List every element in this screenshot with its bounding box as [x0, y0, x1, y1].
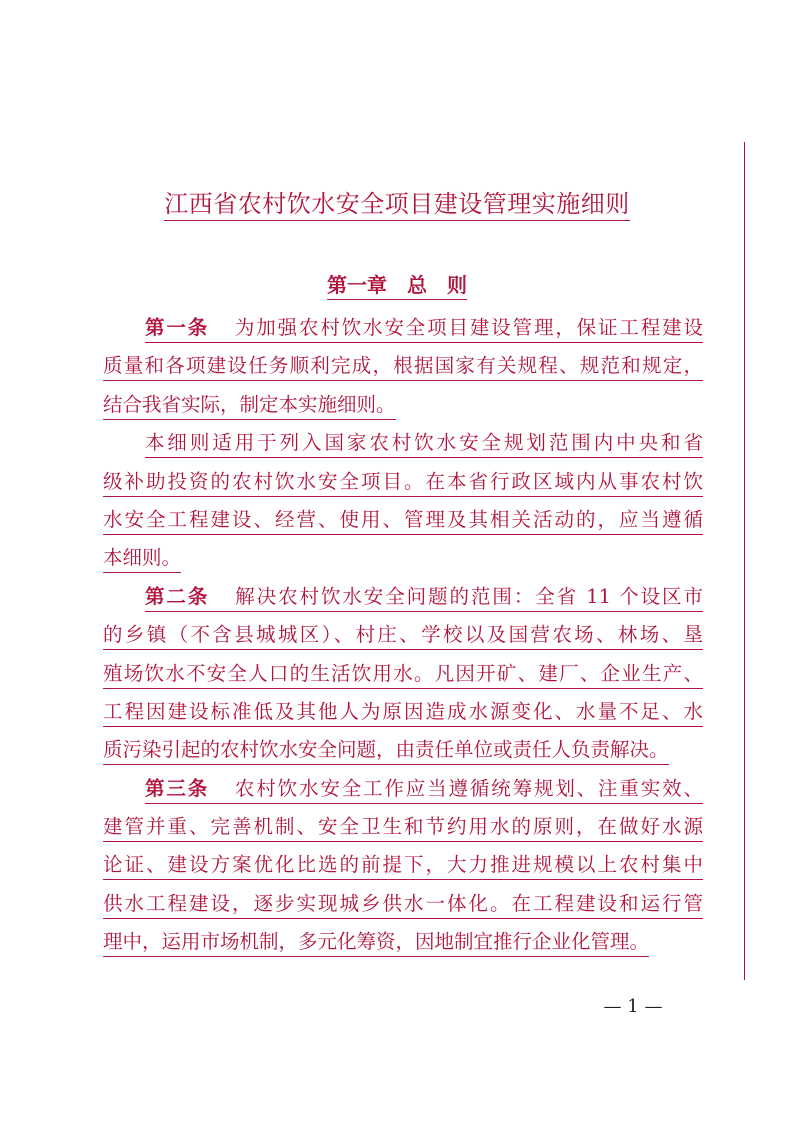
paragraph-line: 建管并重、完善机制、安全卫生和节约用水的原则，在做好水源 — [103, 808, 703, 846]
paragraph-line: 的乡镇（不含县城城区）、村庄、学校以及国营农场、林场、垦 — [103, 616, 703, 654]
paragraph-line: 第二条 解决农村饮水安全问题的范围：全省 11 个设区市 — [103, 578, 703, 616]
paragraph-line: 工程因建设标准低及其他人为原因造成水源变化、水量不足、水 — [103, 693, 703, 731]
paragraph-line: 质量和各项建设任务顺利完成，根据国家有关规程、规范和规定， — [103, 347, 703, 385]
document-body — [103, 309, 703, 962]
paragraph-line: 殖场饮水不安全人口的生活饮用水。凡因开矿、建厂、企业生产、 — [103, 655, 703, 693]
paragraph-line: 本细则。 — [103, 539, 703, 577]
article-label: 第一条 — [145, 316, 210, 339]
paragraph-line: 水安全工程建设、经营、使用、管理及其相关活动的，应当遵循 — [103, 501, 703, 539]
article-label: 第二条 — [145, 584, 210, 608]
paragraph-line: 结合我省实际，制定本实施细则。 — [103, 386, 703, 424]
paragraph-line: 级补助投资的农村饮水安全项目。在本省行政区域内从事农村饮 — [103, 463, 703, 501]
paragraph-line: 论证、建设方案优化比选的前提下，大力推进规模以上农村集中 — [103, 846, 703, 884]
article-label: 第三条 — [145, 776, 210, 800]
paragraph-line: 本细则适用于列入国家农村饮水安全规划范围内中央和省 — [103, 424, 703, 462]
page-number: — 1 — — [603, 996, 663, 1017]
paragraph-line: 供水工程建设，逐步实现城乡供水一体化。在工程建设和运行管 — [103, 885, 703, 923]
chapter-heading: 第一章 总 则 — [0, 268, 794, 302]
document-title: 江西省农村饮水安全项目建设管理实施细则 — [0, 186, 794, 222]
paragraph-line: 第一条 为加强农村饮水安全项目建设管理，保证工程建设 — [103, 309, 703, 347]
paragraph-line: 质污染引起的农村饮水安全问题，由责任单位或责任人负责解决。 — [103, 731, 703, 769]
paragraph-line: 理中，运用市场机制，多元化筹资，因地制宜推行企业化管理。 — [103, 923, 703, 961]
paragraph-line: 第三条 农村饮水安全工作应当遵循统筹规划、注重实效、 — [103, 770, 703, 808]
